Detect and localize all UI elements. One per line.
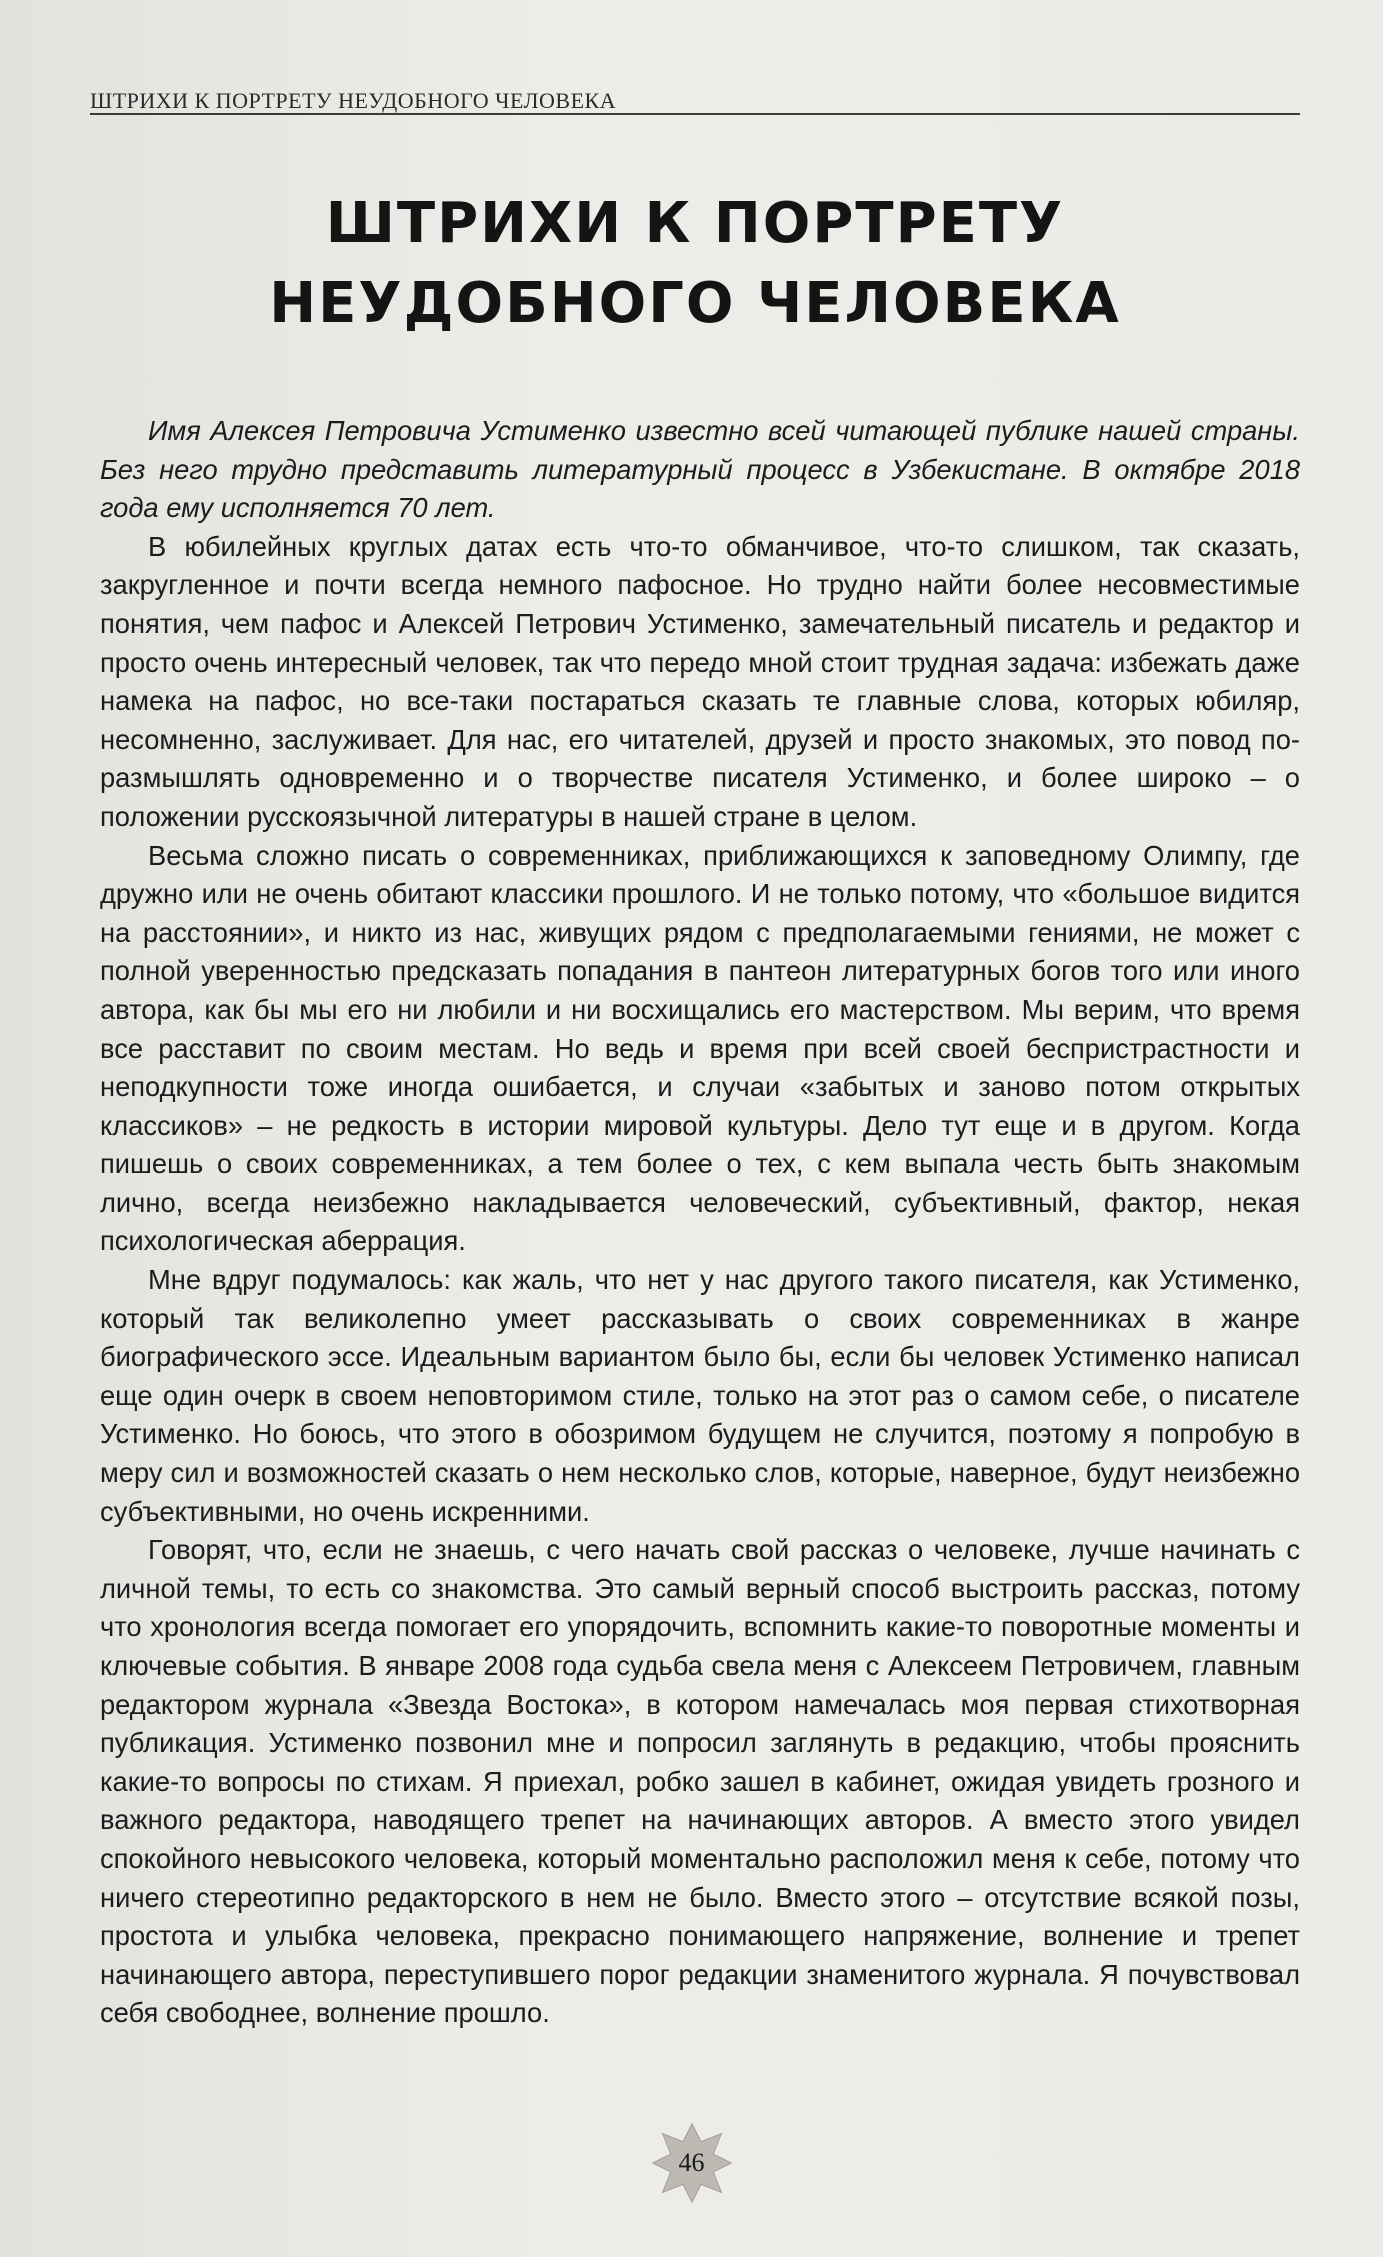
chapter-title-line-1: ШТРИХИ К ПОРТРЕТУ (325, 191, 1065, 256)
running-head: ШТРИХИ К ПОРТРЕТУ НЕУДОБНОГО ЧЕЛОВЕКА (90, 88, 617, 113)
body-text (100, 412, 1300, 2033)
running-head-rule (90, 113, 1300, 115)
paragraph: Мне вдруг подумалось: как жаль, что нет у нас другого такого писателя, как Устименко, который так великолепно умеет рассказывать о своих современниках в жанре биографического эссе. Идеальным вариантом было бы, если бы человек Устименко написал еще один очерк в своем неповторимом стиле, только на этот раз о самом себе, о писателе Устименко. Но боюсь, что этого в обозримом будущем не случится, поэтому я попробую в меру сил и возможностей сказать о нем несколько слов, которые, наверное, будут неизбежно субъективными, но очень искренними. (100, 1264, 1300, 1527)
paragraph: Весьма сложно писать о современниках, приближающихся к заповедному Олимпу, где дружно или не очень обитают классики прошлого. И не только потому, что «большое видится на расстоянии», и никто из нас, живущих рядом с предполагаемыми гениями, не может с полной уверенностью предсказать попадания в пантеон литературных богов того или иного автора, как бы мы его ни любили и ни восхищались его мастерством. Мы верим, что время все расставит по своим местам. Но ведь и время при всей своей беспристрастности и неподкупности тоже иногда ошибается, и случаи «забытых и заново потом открытых классиков» – не редкость в истории мировой культуры. Дело тут еще и в другом. Когда пишешь о своих современниках, а тем более о тех, с кем выпала честь быть знакомым лично, всегда неизбежно накладывается человеческий, субъективный, фактор, некая психологическая аберрация. (100, 839, 1300, 1257)
page-number-ornament (651, 2122, 733, 2204)
lead-paragraph: Имя Алексея Петровича Устименко известно всей читающей публике нашей страны. Без него трудно представить литературный процесс в Узбекистане. В октябре 2018 года ему исполняется 70 лет. (100, 415, 1300, 524)
page-number: 46 (678, 2148, 705, 2177)
paragraph: Говорят, что, если не знаешь, с чего начать свой рассказ о человеке, лучше начинать с личной темы, то есть со знакомства. Это самый верный способ выстроить рассказ, потому что хронология всегда помогает его упорядочить, вспомнить какие-то поворотные моменты и ключевые события. В январе 2008 года судьба свела меня с Алексеем Петровичем, главным редактором журнала «Звезда Востока», в котором намечалась моя первая стихотворная публикация. Устименко позвонил мне и попросил заглянуть в редакцию, чтобы прояснить какие-то вопросы по стихам. Я приехал, робко зашел в кабинет, ожидая увидеть грозного и важного редактора, наводящего трепет на начинающих авторов. А вместо этого увидел спокойного невысокого человека, который моментально расположил меня к себе, потому что ничего стереотипно редакторского в нем не было. Вместо этого – отсутствие всякой позы, простота и улыбка человека, прекрасно понимающего напряжение, волнение и трепет начинающего автора, переступившего порог редакции знаменитого журнала. Я почувствовал себя свободнее, волнение прошло. (100, 1534, 1300, 2029)
paragraph: В юбилейных круглых датах есть что-то обманчивое, что-то слишком, так сказать, закругленное и почти всегда немного пафосное. Но трудно найти более несовместимые понятия, чем пафос и Алексей Петрович Устименко, замечательный писатель и редактор и просто очень интересный человек, так что передо мной стоит трудная задача: избежать даже намека на пафос, но все-таки постараться сказать те главные слова, которых юбиляр, несомненно, заслуживает. Для нас, его читателей, друзей и просто знакомых, это повод поразмышлять одновременно и о творчестве писателя Устименко, и более широко – о положении русскоязычной литературы в нашей стране в целом. (100, 530, 1300, 832)
chapter-title-line-2: НЕУДОБНОГО ЧЕЛОВЕКА (269, 271, 1121, 336)
